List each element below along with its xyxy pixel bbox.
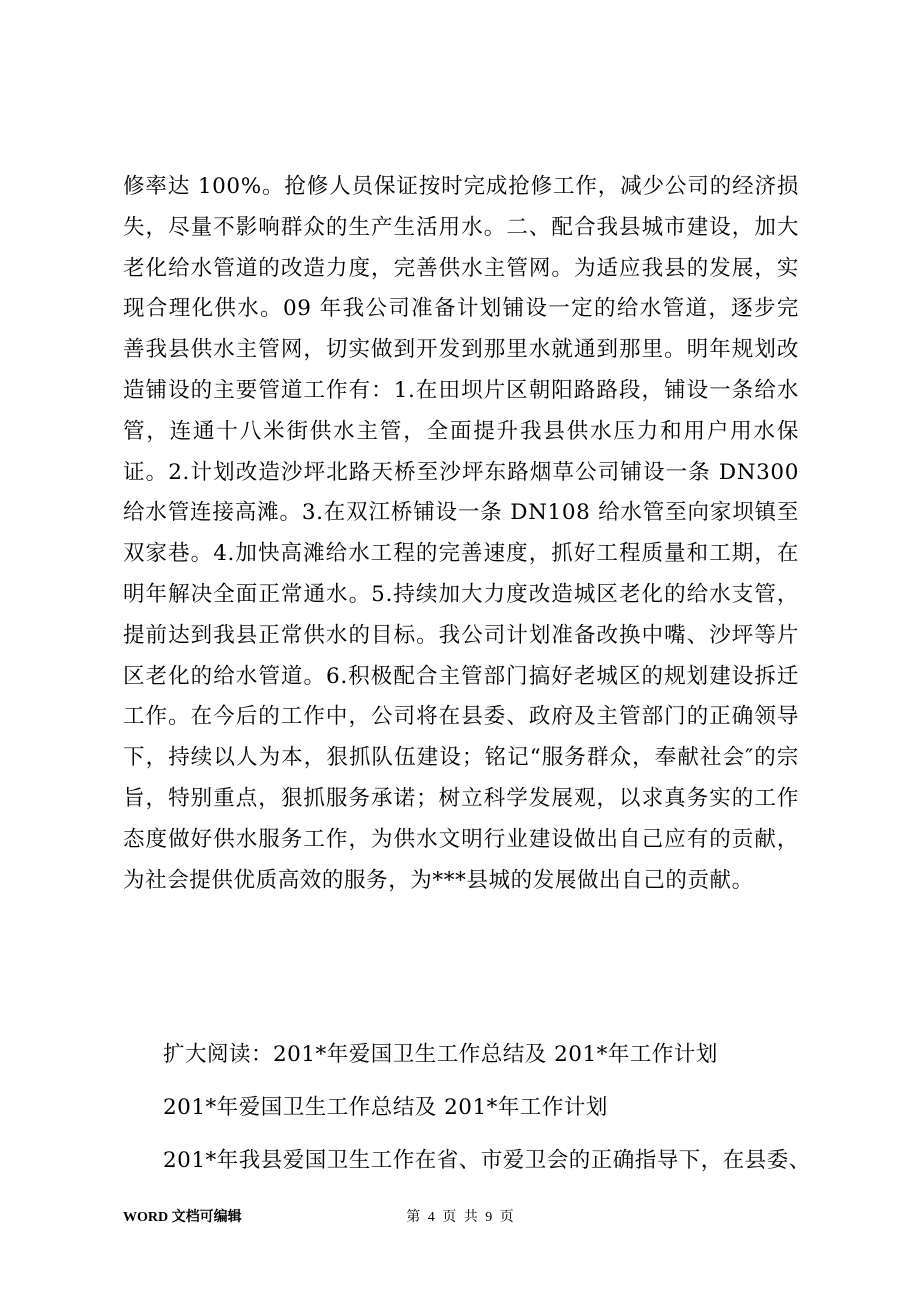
- section-title: 201*年爱国卫生工作总结及 201*年工作计划: [163, 1095, 608, 1120]
- footer-page-indicator: 第 4 页 共 9 页: [406, 1210, 514, 1225]
- extended-reading-line: 扩大阅读：201*年爱国卫生工作总结及 201*年工作计划: [163, 1042, 718, 1067]
- body-paragraph: 修率达 100%。抢修人员保证按时完成抢修工作，减少公司的经济损失，尽量不影响群众的生产生活用水。二、配合我县城市建设，加大老化给水管道的改造力度，完善供水主管网。为适应我县的发展，实现合理化供水。09 年我公司准备计划铺设一定的给水管道，逐步完善我县供水主管网，切实做到开发到那里水就通到那里。明年规划改造铺设的主要管道工作有：1.在田坝片区朝阳路路段，铺设一条给水管，连通十八米街供水主管，全面提升我县供水压力和用户用水保证。2.计划改造沙坪北路天桥至沙坪东路烟草公司铺设一条 DN300 给水管连接高滩。3.在双江桥铺设一条 DN108 给水管至向家坝镇至双家巷。4.加快高滩给水工程的完善速度，抓好工程质量和工期，在明年解决全面正常通水。5.持续加大力度改造城区老化的给水支管，提前达到我县正常供水的目标。我公司计划准备改换中嘴、沙坪等片区老化的给水管道。6.积极配合主管部门搞好老城区的规划建设拆迁工作。在今后的工作中，公司将在县委、政府及主管部门的正确领导下，持续以人为本，狠抓队伍建设；铭记“服务群众，奉献社会″的宗旨，特别重点，狠抓服务承诺；树立科学发展观，以求真务实的工作态度做好供水服务工作，为供水文明行业建设做出自己应有的贡献，为社会提供优质高效的服务，为***县城的发展做出自己的贡献。: [123, 174, 799, 893]
- section-intro: 201*年我县爱国卫生工作在省、市爱卫会的正确指导下，在县委、: [163, 1148, 811, 1173]
- footer-editable-label: WORD 文档可编辑: [123, 1210, 242, 1225]
